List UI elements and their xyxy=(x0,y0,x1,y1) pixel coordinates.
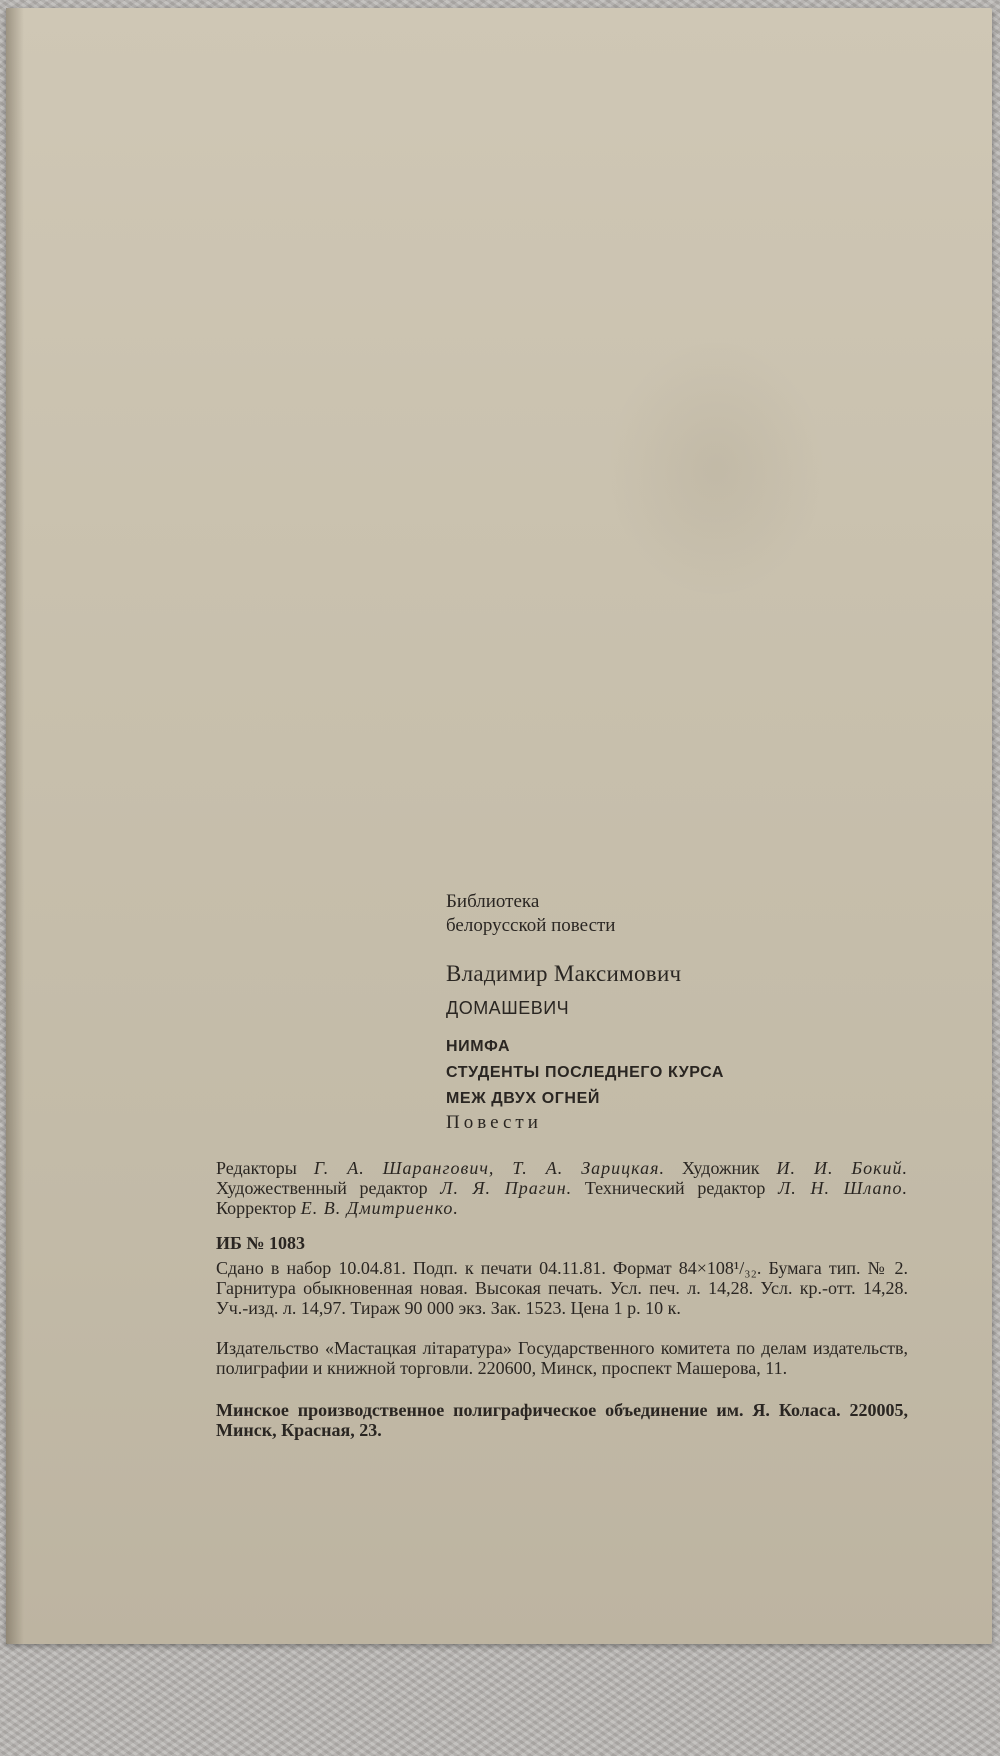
ib-number: ИБ № 1083 xyxy=(216,1233,305,1253)
series-line-1: Библиотека xyxy=(446,891,540,912)
tech-editor-name: Л. Н. Шлапо. xyxy=(778,1178,909,1198)
title-item: МЕЖ ДВУХ ОГНЕЙ xyxy=(446,1090,600,1107)
artist-label: Художник xyxy=(682,1158,760,1178)
editors-names: Г. А. Шарангович, Т. А. Зарицкая. xyxy=(313,1158,666,1178)
title-item: СТУДЕНТЫ ПОСЛЕДНЕГО КУРСА xyxy=(446,1064,725,1081)
credits-paragraph xyxy=(216,1158,908,1218)
series-line-2: белорусской повести xyxy=(446,915,616,936)
artist-name: И. И. Бокий. xyxy=(776,1158,908,1178)
publisher-paragraph: Издательство «Мастацкая літаратура» Государственного комитета по делам издательств, полиграфии и книжной торговли. 220600, Минск, проспект Машерова, 11. xyxy=(216,1338,908,1378)
art-editor-label: Художественный редактор xyxy=(216,1178,428,1198)
art-editor-name: Л. Я. Прагин. xyxy=(440,1178,573,1198)
author-name: Владимир Максимович xyxy=(446,961,682,986)
page-spine-shadow xyxy=(6,8,24,1644)
corrector-name: Е. В. Дмитриенко. xyxy=(300,1198,459,1218)
corrector-label: Корректор xyxy=(216,1198,297,1218)
editors-label: Редакторы xyxy=(216,1158,297,1178)
book-titles xyxy=(446,1034,724,1112)
series-title xyxy=(446,890,615,938)
book-page xyxy=(6,8,992,1644)
title-item: НИМФА xyxy=(446,1038,511,1055)
genre-label: Повести xyxy=(446,1112,542,1133)
print-data-paragraph: Сдано в набор 10.04.81. Подп. к печати 04.11.81. Формат 84×108¹/₃₂. Бумага тип. № 2. Гарнитура обыкновенная новая. Высокая печать. Усл. печ. л. 14,28. Усл. кр.-отт. 14,28. Уч.-изд. л. 14,97. Тираж 90 000 экз. Зак. 1523. Цена 1 р. 10 к. xyxy=(216,1258,908,1318)
paper-stain xyxy=(606,338,826,598)
printer-paragraph: Минское производственное полиграфическое объединение им. Я. Коласа. 220005, Минск, Красная, 23. xyxy=(216,1400,908,1440)
tech-editor-label: Технический редактор xyxy=(584,1178,766,1198)
author-surname: ДОМАШЕВИЧ xyxy=(446,998,570,1018)
